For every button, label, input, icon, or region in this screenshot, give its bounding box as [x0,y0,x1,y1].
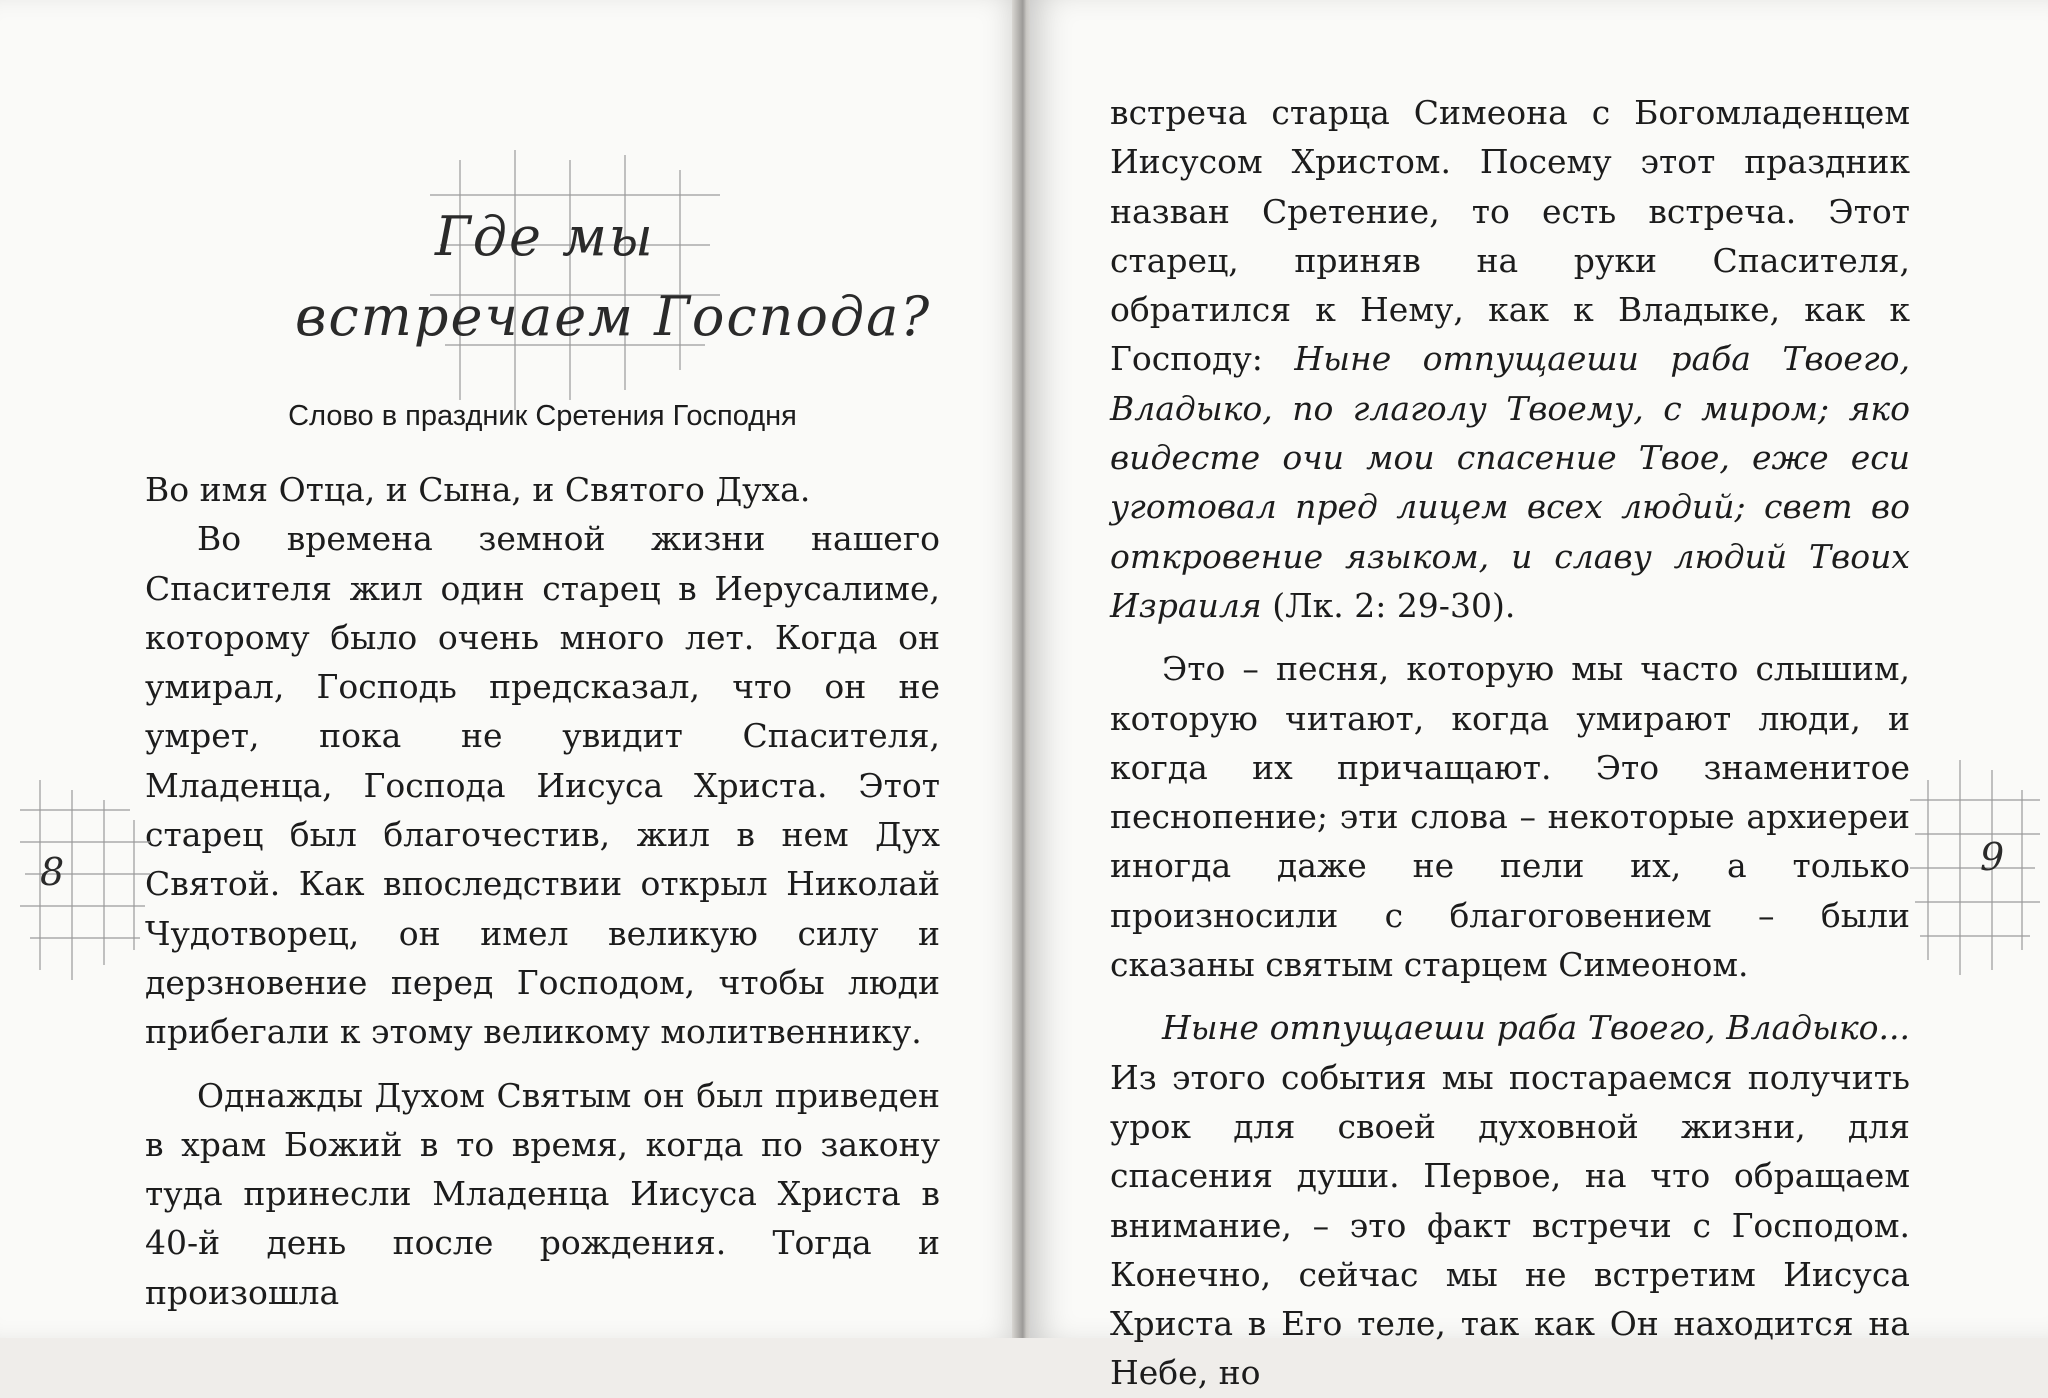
paragraph [1110,88,1910,630]
chapter-heading [295,185,932,395]
paragraph: Однажды Духом Святым он был приведен в храм Божий в то время, когда по закону туда принесли Младенца Иисуса Христа в 40-й день после рождения. Тогда и произошла [145,1075,940,1312]
left-body-text [145,465,940,1317]
right-body-text [1110,88,1910,1398]
heading-line-1: Где мы [435,205,655,268]
body-text: встреча старца Симеона с Богомладенцем Иисусом Христом. Посему этот праздник назван Сретение, то есть встреча. Этот старец, приняв на руки Спасителя, обратился к Нему, как к Владыке, как к Господу: [1110,93,1910,379]
chapter-subtitle: Слово в праздник Сретения Господня [288,400,797,432]
scripture-quote: Ныне отпущаеши раба Твоего, Владыко... [1162,1008,1910,1048]
scripture-quote: Ныне отпущаеши раба Твоего, Владыко, по глаголу Твоему, с миром; яко видесте очи мои спасение Твое, еже еси уготовал пред лицем всех людий; свет во откровение языком, и славу людий Твоих Израиля [1110,339,1910,625]
page-number: 8 [40,850,65,894]
folio-grid-ornament [1910,760,2040,980]
paragraph: Это – песня, которую мы часто слышим, которую читают, когда умирают люди, и когда их причащают. Это знаменитое песнопение; эти слова – некоторые архиереи иногда даже не пели их, а только произносили с благоговением – были сказаны святым старцем Симеоном. [1110,649,1910,985]
scripture-reference: (Лк. 2: 29-30). [1261,585,1516,625]
heading-line-2: встречаем Господа? [295,285,932,348]
page-number: 9 [1980,835,2005,879]
paragraph: Во имя Отца, и Сына, и Святого Духа. [145,470,811,509]
left-page [0,0,1018,1338]
paragraph [1110,1003,1910,1397]
body-text: Из этого события мы постараемся получить урок для своей духовной жизни, для спасения души. Первое, на что обращаем внимание, – это факт встречи с Господом. Конечно, сейчас мы не встретим Иисуса Христа в Его теле, так как Он находится на Небе, но [1110,1057,1910,1393]
paragraph: Во времена земной жизни нашего Спасителя жил один старец в Иерусалиме, которому было очень много лет. Когда он умирал, Господь предсказал, что он не умрет, пока не увидит Спасителя, Младенца, Господа Иисуса Христа. Этот старец был благочестив, жил в нем Дух Святой. Как впоследствии открыл Николай Чудотворец, он имел великую силу и дерзновение перед Господом, чтобы люди прибегали к этому великому молитвеннику. [145,519,940,1052]
